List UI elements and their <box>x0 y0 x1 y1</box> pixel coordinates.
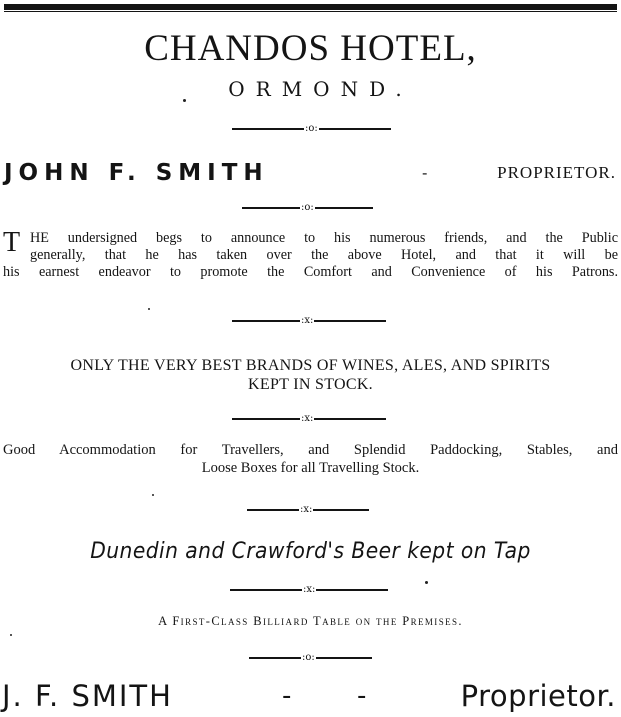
brands-line-2: KEPT IN STOCK. <box>248 376 373 393</box>
separator-3 <box>232 316 386 326</box>
separator-3-mark: :x: <box>301 315 314 326</box>
proprietor-name: JOHN F. SMITH <box>4 160 269 186</box>
separator-2 <box>242 203 373 213</box>
top-thin-rule <box>4 11 617 12</box>
footer-line <box>2 676 616 716</box>
separator-5 <box>247 505 369 515</box>
ink-speck <box>10 634 12 636</box>
proprietor-line <box>4 158 616 188</box>
hotel-title: CHANDOS HOTEL, <box>144 28 477 69</box>
announcement-line-2: generally, that he has taken over the above Hotel, and that it will be <box>30 247 618 263</box>
separator-2-mark: :o: <box>301 202 314 213</box>
separator-4-mark: :x: <box>301 413 314 424</box>
ink-speck <box>425 581 428 584</box>
separator-6-mark: :x: <box>303 584 316 595</box>
brands-notice <box>0 356 621 394</box>
billiard-notice: A First-Class Billiard Table on the Premises. <box>158 614 463 628</box>
separator-7 <box>249 653 372 663</box>
separator-6 <box>230 585 388 595</box>
ink-speck <box>148 308 150 310</box>
beer-notice: Dunedin and Crawford's Beer kept on Tap <box>90 539 531 564</box>
accommodation-line-2: Loose Boxes for all Travelling Stock. <box>201 460 420 476</box>
footer-dash-2: - <box>357 681 367 711</box>
separator-5-mark: :x: <box>300 504 313 515</box>
ink-speck <box>152 494 154 496</box>
proprietor-title: PROPRIETOR. <box>497 163 616 182</box>
brands-line-1: ONLY THE VERY BEST BRANDS OF WINES, ALES, AND SPIRITS <box>70 357 551 374</box>
separator-7-mark: :o: <box>302 652 315 663</box>
footer-title: Proprietor. <box>460 679 616 713</box>
accommodation-notice <box>3 441 618 477</box>
footer-dash-1: - <box>282 681 292 711</box>
proprietor-dash: - <box>422 163 428 182</box>
accommodation-line-1: Good Accommodation for Travellers, and Splendid Paddocking, Stables, and <box>3 442 618 458</box>
announcement-line-3: his earnest endeavor to promote the Comfort and Convenience of his Patrons. <box>3 264 618 280</box>
separator-1-mark: :o: <box>305 123 318 134</box>
top-heavy-rule <box>4 4 617 10</box>
footer-name: J. F. SMITH <box>2 679 173 713</box>
ink-speck <box>183 99 186 102</box>
separator-1 <box>232 124 391 134</box>
announcement-dropcap: T <box>3 227 21 258</box>
separator-4 <box>232 414 386 424</box>
announcement-line-1: HE undersigned begs to announce to his numerous friends, and the Public <box>30 230 618 246</box>
hotel-town: ORMOND. <box>228 77 413 101</box>
